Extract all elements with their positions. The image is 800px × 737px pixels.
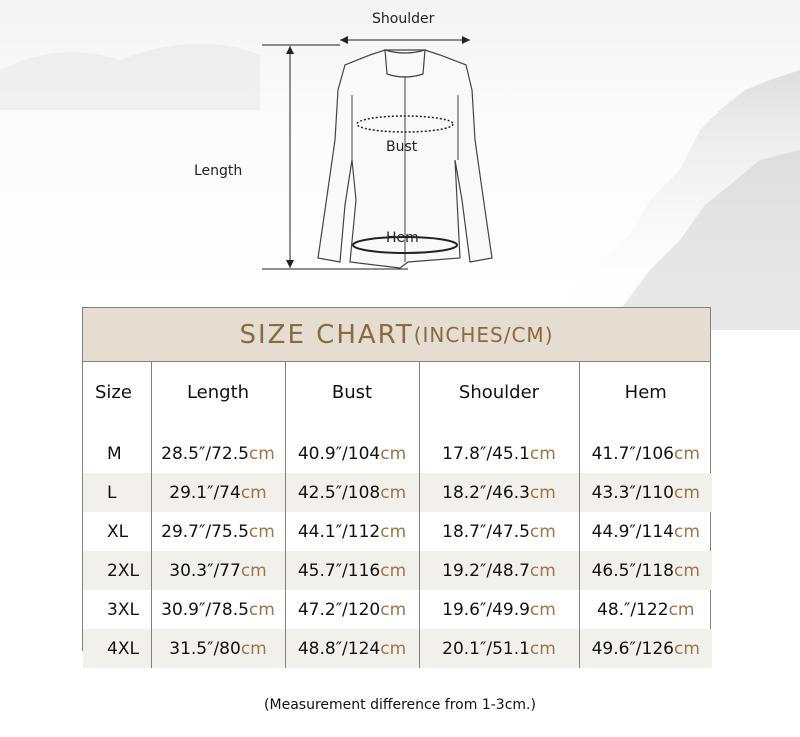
length-value: 29.7″/75.5 bbox=[161, 521, 249, 542]
unit-cm: cm bbox=[529, 599, 556, 620]
length-value: 29.1″/74 bbox=[169, 482, 241, 503]
size-cell: 3XL bbox=[83, 590, 151, 629]
unit-cm: cm bbox=[673, 482, 700, 503]
size-row bbox=[83, 551, 712, 590]
unit-cm: cm bbox=[529, 482, 556, 503]
bust-value: 47.2″/120 bbox=[297, 599, 381, 620]
size-table-header-row bbox=[83, 362, 712, 423]
bust-cell bbox=[285, 590, 419, 629]
bust-value: 48.8″/124 bbox=[297, 638, 381, 659]
unit-cm: cm bbox=[240, 638, 267, 659]
header-size: Size bbox=[83, 362, 151, 423]
size-cell: L bbox=[83, 473, 151, 512]
shoulder-cell bbox=[419, 512, 579, 551]
size-cell: 2XL bbox=[83, 551, 151, 590]
bust-label: Bust bbox=[386, 139, 418, 155]
unit-cm: cm bbox=[529, 560, 556, 581]
unit-cm: cm bbox=[240, 482, 267, 503]
unit-cm: cm bbox=[240, 560, 267, 581]
unit-cm: cm bbox=[673, 443, 700, 464]
bust-cell bbox=[285, 551, 419, 590]
unit-cm: cm bbox=[529, 638, 556, 659]
length-cell bbox=[151, 551, 285, 590]
size-row bbox=[83, 512, 712, 551]
length-cell bbox=[151, 512, 285, 551]
header-shoulder: Shoulder bbox=[419, 362, 579, 423]
header-length: Length bbox=[151, 362, 285, 423]
unit-cm: cm bbox=[529, 443, 556, 464]
shoulder-value: 17.8″/45.1 bbox=[442, 443, 530, 464]
shoulder-cell bbox=[419, 473, 579, 512]
hem-value: 41.7″/106 bbox=[591, 443, 674, 464]
hem-cell bbox=[579, 551, 712, 590]
shoulder-value: 20.1″/51.1 bbox=[442, 638, 530, 659]
length-label: Length bbox=[194, 163, 243, 179]
unit-cm: cm bbox=[673, 560, 700, 581]
hem-value: 48.″/122 bbox=[597, 599, 669, 620]
hem-value: 49.6″/126 bbox=[591, 638, 674, 659]
shoulder-cell bbox=[419, 590, 579, 629]
hem-cell bbox=[579, 434, 712, 473]
size-cell: XL bbox=[83, 512, 151, 551]
unit-cm: cm bbox=[673, 638, 700, 659]
size-chart-title bbox=[83, 308, 710, 362]
unit-cm: cm bbox=[380, 638, 407, 659]
garment-diagram bbox=[0, 0, 800, 300]
size-cell: M bbox=[83, 434, 151, 473]
size-chart-title-text: SIZE CHART bbox=[239, 319, 414, 350]
hem-cell bbox=[579, 590, 712, 629]
shoulder-value: 18.7″/47.5 bbox=[442, 521, 530, 542]
unit-cm: cm bbox=[380, 443, 407, 464]
shoulder-cell bbox=[419, 434, 579, 473]
unit-cm: cm bbox=[529, 521, 556, 542]
length-value: 30.3″/77 bbox=[169, 560, 241, 581]
length-cell bbox=[151, 590, 285, 629]
bust-cell bbox=[285, 512, 419, 551]
size-row bbox=[83, 590, 712, 629]
bust-value: 45.7″/116 bbox=[297, 560, 381, 581]
length-cell bbox=[151, 434, 285, 473]
hem-value: 44.9″/114 bbox=[591, 521, 674, 542]
measurement-note: (Measurement difference from 1-3cm.) bbox=[264, 697, 536, 713]
header-hem: Hem bbox=[624, 382, 667, 403]
hem-cell bbox=[579, 629, 712, 668]
bust-value: 42.5″/108 bbox=[297, 482, 381, 503]
shoulder-value: 19.2″/48.7 bbox=[442, 560, 530, 581]
hem-cell bbox=[579, 512, 712, 551]
size-table bbox=[83, 362, 712, 668]
length-cell bbox=[151, 629, 285, 668]
unit-cm: cm bbox=[380, 599, 407, 620]
size-row bbox=[83, 434, 712, 473]
length-value: 28.5″/72.5 bbox=[161, 443, 249, 464]
size-cell: 4XL bbox=[83, 629, 151, 668]
size-chart bbox=[82, 307, 711, 659]
unit-cm: cm bbox=[668, 599, 695, 620]
header-bust: Bust bbox=[285, 362, 419, 423]
length-value: 31.5″/80 bbox=[169, 638, 241, 659]
size-chart-title-unit: (INCHES/CM) bbox=[413, 322, 554, 347]
length-value: 30.9″/78.5 bbox=[161, 599, 249, 620]
unit-cm: cm bbox=[673, 521, 700, 542]
unit-cm: cm bbox=[380, 482, 407, 503]
size-row bbox=[83, 473, 712, 512]
unit-cm: cm bbox=[248, 521, 275, 542]
shoulder-label: Shoulder bbox=[372, 11, 435, 27]
bust-value: 44.1″/112 bbox=[297, 521, 381, 542]
hem-value: 43.3″/110 bbox=[591, 482, 674, 503]
hem-label: Hem bbox=[386, 230, 419, 246]
bust-cell bbox=[285, 629, 419, 668]
unit-cm: cm bbox=[248, 599, 275, 620]
unit-cm: cm bbox=[380, 560, 407, 581]
unit-cm: cm bbox=[248, 443, 275, 464]
hem-cell bbox=[579, 473, 712, 512]
bust-value: 40.9″/104 bbox=[297, 443, 381, 464]
shoulder-value: 19.6″/49.9 bbox=[442, 599, 530, 620]
shoulder-value: 18.2″/46.3 bbox=[442, 482, 530, 503]
unit-cm: cm bbox=[380, 521, 407, 542]
shoulder-cell bbox=[419, 629, 579, 668]
hem-value: 46.5″/118 bbox=[591, 560, 674, 581]
bust-cell bbox=[285, 473, 419, 512]
size-row bbox=[83, 629, 712, 668]
bust-cell bbox=[285, 434, 419, 473]
shoulder-cell bbox=[419, 551, 579, 590]
length-cell bbox=[151, 473, 285, 512]
